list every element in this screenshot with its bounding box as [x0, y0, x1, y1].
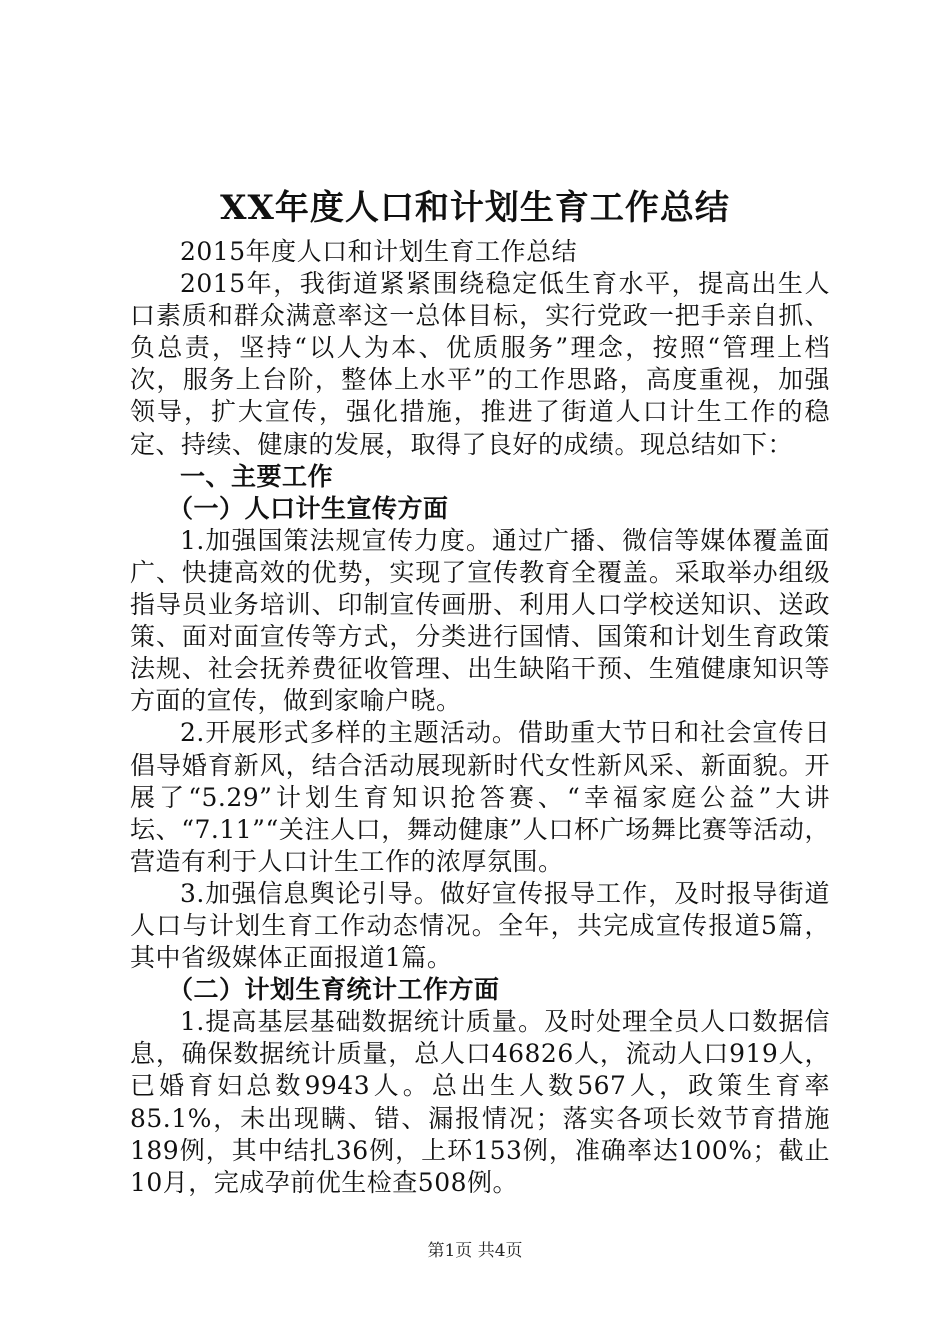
paragraph-subtitle: 2015年度人口和计划生育工作总结: [180, 237, 578, 266]
paragraph-publicity-3: 3.加强信息舆论引导。做好宣传报导工作，及时报导街道人口与计划生育工作动态情况。全年，共完成宣传报道5篇，其中省级媒体正面报道1篇。: [130, 878, 830, 973]
paragraph-publicity-1: 1.加强国策法规宣传力度。通过广播、微信等媒体覆盖面广、快捷高效的优势，实现了宣传教育全覆盖。采取举办组级指导员业务培训、印制宣传画册、利用人口学校送知识、送政策、面对面宣传等方式，分类进行国情、国策和计划生育政策法规、社会抚养费征收管理、出生缺陷干预、生殖健康知识等方面的宣传，做到家喻户晓。: [130, 525, 830, 716]
paragraph-intro: 2015年，我街道紧紧围绕稳定低生育水平，提高出生人口素质和群众满意率这一总体目标，实行党政一把手亲自抓、负总责，坚持“以人为本、优质服务”理念，按照“管理上档次，服务上台阶，整体上水平”的工作思路，高度重视，加强领导，扩大宣传，强化措施，推进了街道人口计生工作的稳定、持续、健康的发展，取得了良好的成绩。现总结如下：: [130, 269, 830, 459]
paragraph-statistics-1: 1.提高基层基础数据统计质量。及时处理全员人口数据信息，确保数据统计质量，总人口46826人，流动人口919人，已婚育妇总数9943人。总出生人数567人，政策生育率85.1%，未出现瞒、错、漏报情况；落实各项长效节育措施189例，其中结扎36例，上环153例，准确率达100%；截止10月，完成孕前优生检查508例。: [130, 1007, 830, 1197]
heading-statistics: （二）计划生育统计工作方面: [168, 975, 500, 1005]
document-title: XX年度人口和计划生育工作总结: [220, 188, 730, 228]
paragraph-publicity-2: 2.开展形式多样的主题活动。借助重大节日和社会宣传日倡导婚育新风，结合活动展现新时代女性新风采、新面貌。开展了“5.29”计划生育知识抢答赛、“幸福家庭公益”大讲坛、“7.11”“关注人口，舞动健康”人口杯广场舞比赛等活动，营造有利于人口计生工作的浓厚氛围。: [130, 718, 830, 876]
heading-main-work: 一、主要工作: [180, 461, 334, 491]
document-body: [130, 236, 830, 1199]
page-footer: 第1页 共4页: [427, 1241, 523, 1261]
heading-publicity: （一）人口计生宣传方面: [168, 493, 449, 523]
